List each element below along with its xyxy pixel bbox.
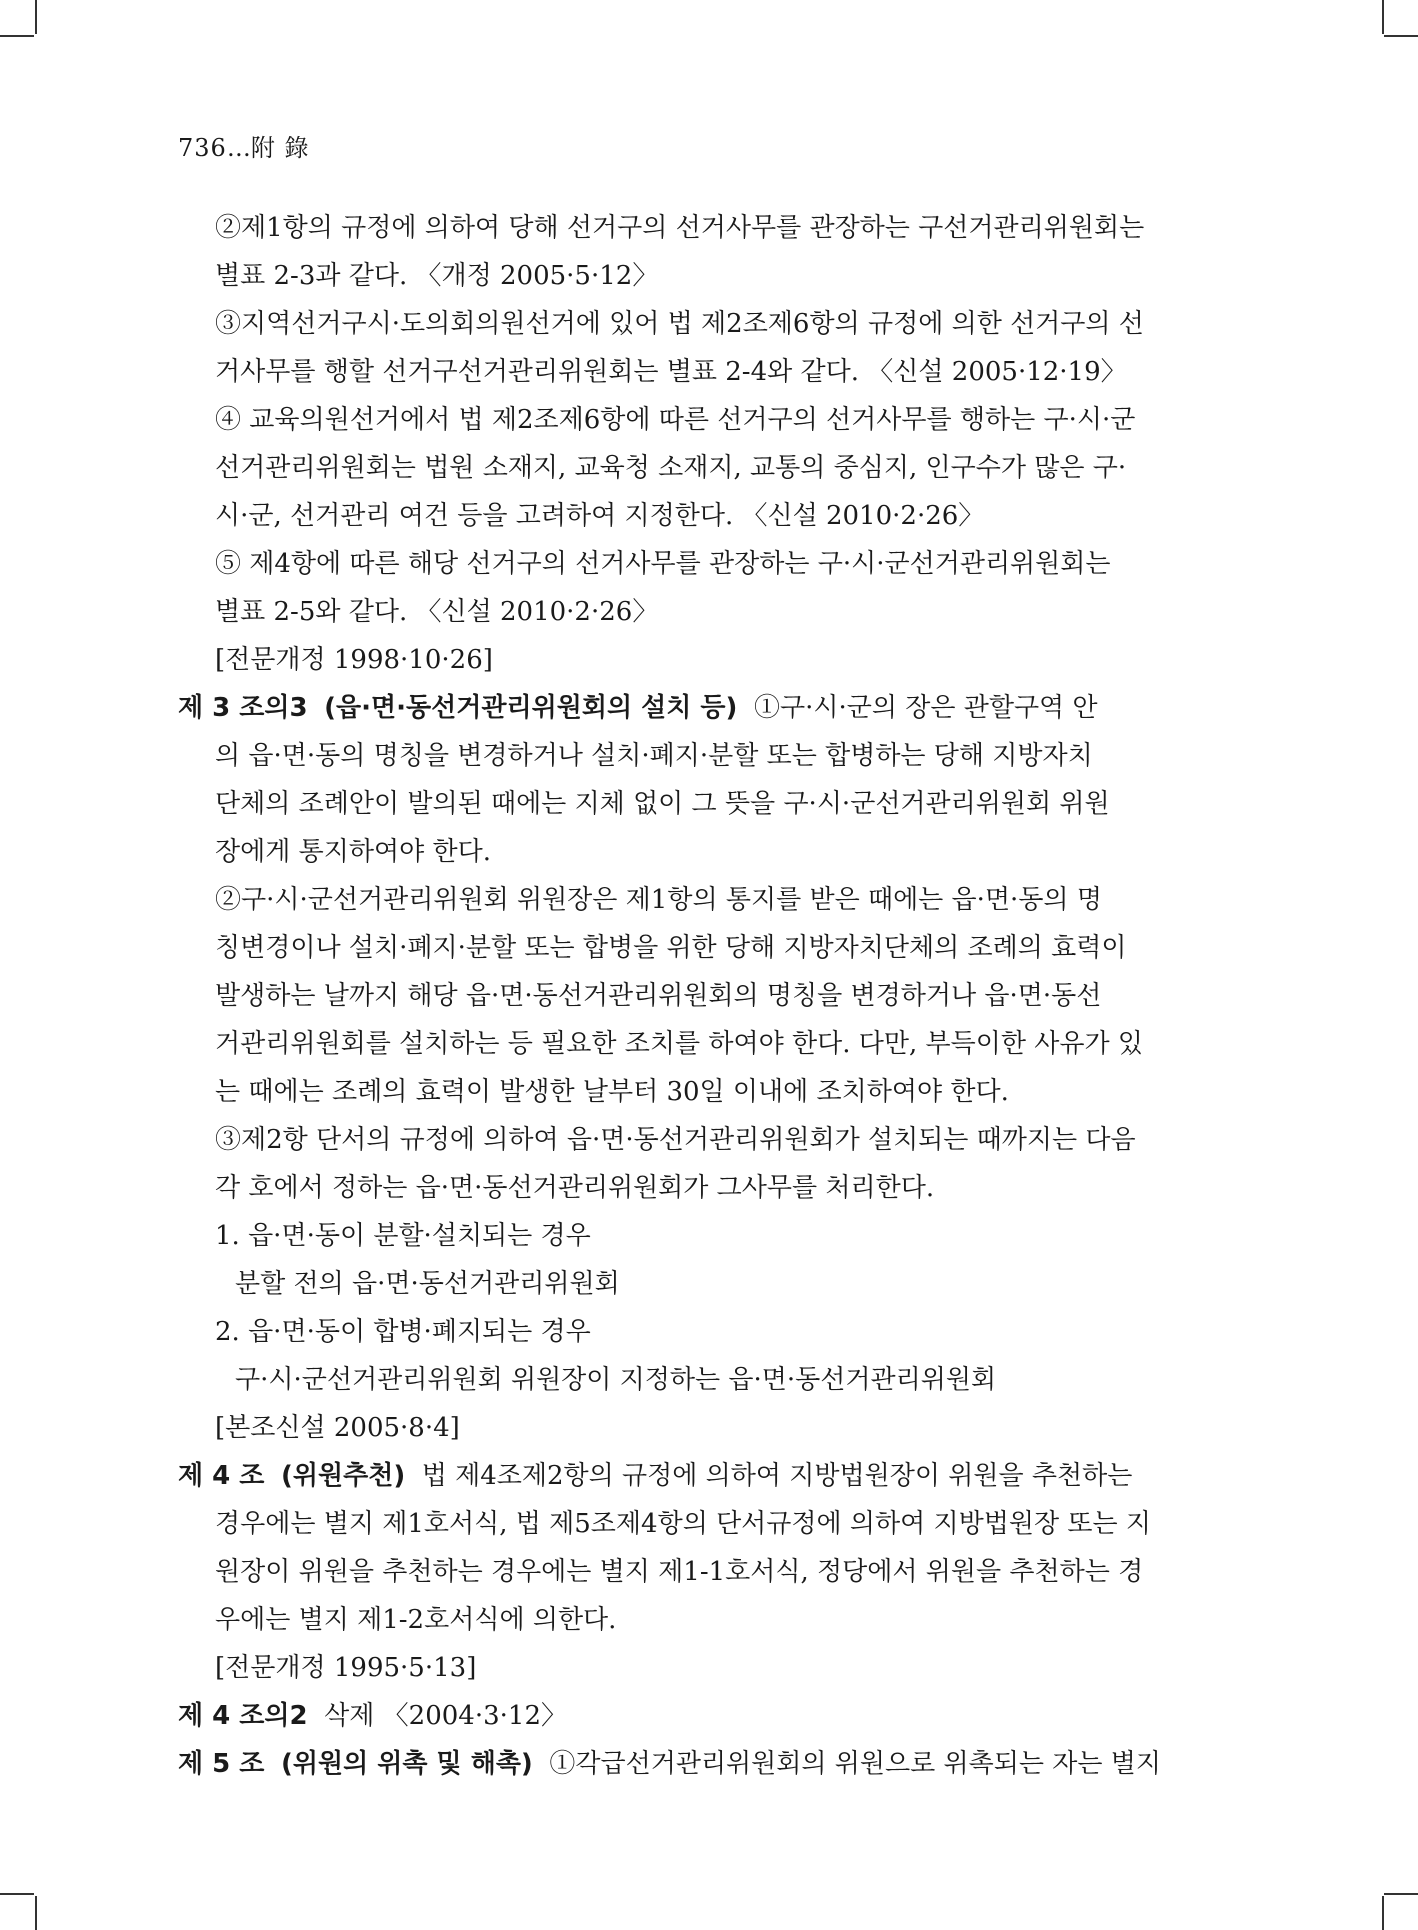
article-number: 제 4 조의2 <box>178 1701 308 1731</box>
text-line: ④ 교육의원선거에서 법 제2조제6항에 따른 선거구의 선거사무를 행하는 구·시·군 <box>215 405 1136 435</box>
article-title: (읍·면·동선거관리위원회의 설치 등) <box>324 693 738 723</box>
text-line: 선거관리위원회는 법원 소재지, 교육청 소재지, 교통의 중심지, 인구수가 많은 구· <box>215 453 1127 483</box>
text-line: 거사무를 행할 선거구선거관리위원회는 별표 2-4와 같다. 〈신설 2005·12·19〉 <box>215 357 1127 387</box>
article-text: 법 제4조제2항의 규정에 의하여 지방법원장이 위원을 추천하는 <box>421 1461 1133 1491</box>
list-item: 1. 읍·면·동이 분할·설치되는 경우 <box>215 1221 591 1251</box>
list-item-detail: 구·시·군선거관리위원회 위원장이 지정하는 읍·면·동선거관리위원회 <box>235 1365 997 1395</box>
crop-mark <box>0 35 34 37</box>
crop-mark <box>1382 1896 1384 1930</box>
section-title: 附 錄 <box>250 134 310 162</box>
text-line: ②구·시·군선거관리위원회 위원장은 제1항의 통지를 받은 때에는 읍·면·동의 명 <box>215 885 1102 915</box>
amendment-note: [전문개정 1995·5·13] <box>215 1653 477 1683</box>
text-line: 단체의 조례안이 발의된 때에는 지체 없이 그 뜻을 구·시·군선거관리위원회 위원 <box>215 789 1110 819</box>
article-title: (위원의 위촉 및 해촉) <box>280 1749 533 1779</box>
article-5-heading <box>0 1740 1240 1788</box>
crop-mark <box>1384 1893 1418 1895</box>
text-line: 원장이 위원을 추천하는 경우에는 별지 제1-1호서식, 정당에서 위원을 추천하는 경 <box>215 1557 1144 1587</box>
article-3-3-heading <box>0 684 1240 732</box>
crop-mark <box>35 1896 37 1930</box>
text-line: 장에게 통지하여야 한다. <box>215 837 491 867</box>
article-text: ①각급선거관리위원회의 위원으로 위촉되는 자는 별지 <box>549 1749 1161 1779</box>
text-line: 시·군, 선거관리 여건 등을 고려하여 지정한다. 〈신설 2010·2·26〉 <box>215 501 985 531</box>
crop-mark <box>1384 35 1418 37</box>
article-number: 제 5 조 <box>178 1749 265 1779</box>
text-line: ③지역선거구시·도의회의원선거에 있어 법 제2조제6항의 규정에 의한 선거구의 선 <box>215 309 1144 339</box>
list-item-detail: 분할 전의 읍·면·동선거관리위원회 <box>235 1269 620 1299</box>
text-line: 발생하는 날까지 해당 읍·면·동선거관리위원회의 명칭을 변경하거나 읍·면·동선 <box>215 981 1102 1011</box>
text-line: ⑤ 제4항에 따른 해당 선거구의 선거사무를 관장하는 구·시·군선거관리위원회는 <box>215 549 1111 579</box>
text-line: 별표 2-5와 같다. 〈신설 2010·2·26〉 <box>215 597 659 627</box>
article-text: ①구·시·군의 장은 관할구역 안 <box>753 693 1098 723</box>
text-line: 별표 2-3과 같다. 〈개정 2005·5·12〉 <box>215 261 659 291</box>
crop-mark <box>0 1893 34 1895</box>
article-text: 삭제 〈2004·3·12〉 <box>324 1701 567 1731</box>
crop-mark <box>1382 0 1384 34</box>
amendment-note: [본조신설 2005·8·4] <box>215 1413 460 1443</box>
text-line: ②제1항의 규정에 의하여 당해 선거구의 선거사무를 관장하는 구선거관리위원회는 <box>215 213 1145 243</box>
text-line: 각 호에서 정하는 읍·면·동선거관리위원회가 그사무를 처리한다. <box>215 1173 935 1203</box>
header-separator: … <box>226 134 251 162</box>
crop-mark <box>35 0 37 34</box>
article-number: 제 4 조 <box>178 1461 265 1491</box>
text-line: 우에는 별지 제1-2호서식에 의한다. <box>215 1605 617 1635</box>
text-line: 의 읍·면·동의 명칭을 변경하거나 설치·폐지·분할 또는 합병하는 당해 지방자치 <box>215 741 1093 771</box>
text-line: 거관리위원회를 설치하는 등 필요한 조치를 하여야 한다. 다만, 부득이한 사유가 있 <box>215 1029 1144 1059</box>
text-line: 칭변경이나 설치·폐지·분할 또는 합병을 위한 당해 지방자치단체의 조례의 효력이 <box>215 933 1127 963</box>
text-line: 경우에는 별지 제1호서식, 법 제5조제4항의 단서규정에 의하여 지방법원장 또는 지 <box>215 1509 1151 1539</box>
text-line: 는 때에는 조례의 효력이 발생한 날부터 30일 이내에 조치하여야 한다. <box>215 1077 1009 1107</box>
article-4-2-heading <box>0 1692 1240 1740</box>
article-4-heading <box>0 1452 1240 1500</box>
article-number: 제 3 조의3 <box>178 693 308 723</box>
list-item: 2. 읍·면·동이 합병·폐지되는 경우 <box>215 1317 591 1347</box>
text-line: ③제2항 단서의 규정에 의하여 읍·면·동선거관리위원회가 설치되는 때까지는 다음 <box>215 1125 1136 1155</box>
running-header <box>178 128 309 163</box>
page-number: 736 <box>178 134 227 162</box>
amendment-note: [전문개정 1998·10·26] <box>215 645 493 675</box>
article-title: (위원추천) <box>280 1461 406 1491</box>
